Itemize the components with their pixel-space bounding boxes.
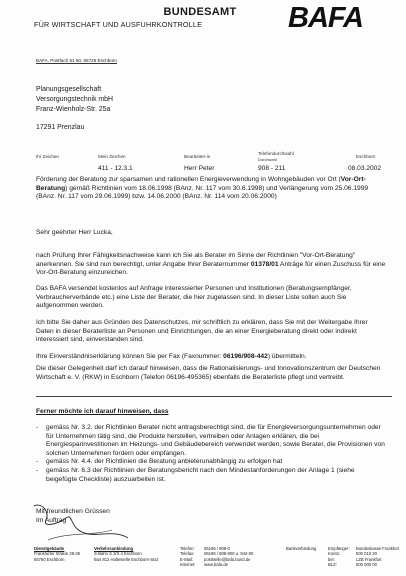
recipient-line-1: Planungsgesellschaft bbox=[36, 86, 102, 93]
footer-bank-values: Bundeskasse Frankfurt 500 010 20 LZB Frankfurt 500 000 00 bbox=[356, 546, 400, 568]
recipient-line-2: Versorgungstechnik mbH bbox=[36, 96, 113, 103]
footer-bank-heading: Bankverbindung bbox=[286, 546, 317, 551]
ref-label-my-ref: Mein Zeichen bbox=[98, 154, 126, 159]
ref-label-clerk: Bearbeiter-in bbox=[184, 154, 211, 159]
notice-list bbox=[36, 424, 386, 484]
ref-value-date: 08.03.2002 bbox=[348, 165, 382, 172]
footer-bank-labels: Empfänger: Konto: bei: BLZ: bbox=[328, 546, 350, 568]
paragraph-2: Das BAFA versendet kostenlos auf Anfrage interessierter Personen und Institutionen (Beratungsempfänger, Verbraucherverbände etc.) eine Liste der Berater, die hier zugelassen sind. In dieser Liste sollen auch Sie aufgenommen werden. bbox=[36, 285, 352, 310]
footer-building: Dienstgebäude Frankfurter Straße 29-35 65760 Eschborn bbox=[34, 546, 81, 562]
sender-line: BAFA, Postfach 51 60, 65726 Eschborn bbox=[36, 58, 117, 63]
ref-value-clerk: Herr Peter bbox=[184, 165, 215, 172]
ref-value-phone: 908 - 211 bbox=[258, 165, 286, 172]
fax-number: 06196/908-442 bbox=[223, 353, 268, 360]
advisor-number: 01378/01 bbox=[250, 260, 279, 268]
header-title: BUNDESAMT bbox=[163, 6, 237, 18]
notice-heading: Ferner möchte ich darauf hinweisen, dass bbox=[36, 408, 169, 415]
ref-label-phone: Telefondurchwahl bbox=[258, 151, 294, 156]
ref-value-my-ref: 411 - 12.3.1 bbox=[98, 165, 133, 172]
header-subtitle: FÜR WIRTSCHAFT UND AUSFUHRKONTROLLE bbox=[34, 20, 203, 29]
ref-label-your-ref: Ihr Zeichen bbox=[36, 154, 59, 159]
paragraph-3: Ich bitte Sie daher aus Gründen des Datenschutzes, mir schriftlich zu erklären, dass Sie mit der Weitergabe Ihrer Daten in dieser Beraterliste an Personen und Einrichtungen, die an einer Energieberatung direkt oder indirekt interessiert sind, einverstanden sind. bbox=[36, 319, 368, 344]
subject: Förderung der Beratung zur sparsamen und rationellen Energieverwendung in Wohngebäuden vor Ort (Vor-Ort-Beratung) gemäß Richtlinien vom 18.06.1998 (BAnz. Nr. 117 vom 30.6.1998) und Verlängerung vom 25.06.1999 (BAnz. Nr. 117 vom 29.06.1999) bzw. 14.06.2000 (BAnz. Nr. 114 vom 20.06.2000) bbox=[36, 176, 369, 201]
recipient-line-3: Franz-Wienholz-Str. 25a bbox=[36, 106, 111, 113]
notice-item: - gemäss Nr. 3.2. der Richtlinien Berater nicht antragsberechtigt sind, die für Energieversorgungsunternehmen oder für Unternehmen tätig sind, die Produkte herstellen, vertreiben oder Anlagen erklären, die bei Energiesparinvestitionen im Heizungs- und Gebäudebereich verwendet werden, sowie Berater, die Provisionen von solchen Unternehmen fordern oder empfangen. bbox=[36, 424, 385, 457]
notice-item: - gemäss Nr. 4.4. der Richtlinien die Beratung anbieterunabhängig zu erfolgen hat bbox=[36, 458, 283, 466]
divider bbox=[36, 396, 392, 397]
closing: Mit freundlichen Grüssen Im Auftrag bbox=[36, 508, 110, 524]
recipient-line-4: 17291 Prenzlau bbox=[36, 124, 85, 131]
ref-label-place: Eschborn bbox=[356, 154, 376, 159]
notice-item: - gemäss Nr. 6.3 der Richtlinien der Beratungsbericht nach den Mindestanforderungen der Anlage 1 (siehe beigefügte Checkliste) auszuarbeiten ist. bbox=[36, 466, 355, 483]
paragraph-1: nach Prüfung Ihrer Fähigkeitsnachweise kann ich Sie als Berater im Sinne der Richtlinien "Vor-Ort-Beratung" anerkennen. Sie sind nun berechtigt, unter Angabe Ihrer Beraternummer 01378/01 Anträge für einen Zuschuss für eine Vor-Ort-Beratung einzureichen. bbox=[36, 252, 386, 277]
subject-bold: Vor-Ort-Beratung bbox=[36, 176, 366, 192]
paragraph-4: Ihre Einverständniserklärung können Sie per Fax (Faxnummer: 06196/908-442) übermitteln. bbox=[36, 353, 307, 360]
signature-scribble bbox=[28, 500, 138, 546]
paragraph-5: Die dieser Gelegenheit darf ich darauf hinweisen, dass die Rationalisierungs- und Innovationszentrum der Deutschen Wirtschaft e. V. (RKW) in Eschborn (Telefon 06196-495365) ebenfalls die Beraterliste pflegt und vertreibt. bbox=[36, 365, 381, 381]
bafa-logo: BAFA bbox=[288, 2, 363, 34]
ref-label-extension: Durchwahl bbox=[258, 157, 277, 162]
footer-transport: Verkehrsanbindung S-Bahn S 3/S 4 Eschborn Bus 813 Haltestelle Eschborn-Süd bbox=[94, 546, 158, 562]
footer-contact-values: 06196 / 908-0 06196 / 908-800 u. 942-00 poststelle@bafa.bund.de www.bafa.de bbox=[204, 546, 254, 568]
footer-contact-labels: Telefon: Telefax: E-Mail: Internet: bbox=[180, 546, 196, 568]
salutation: Sehr geehrter Herr Lucka, bbox=[36, 229, 113, 236]
